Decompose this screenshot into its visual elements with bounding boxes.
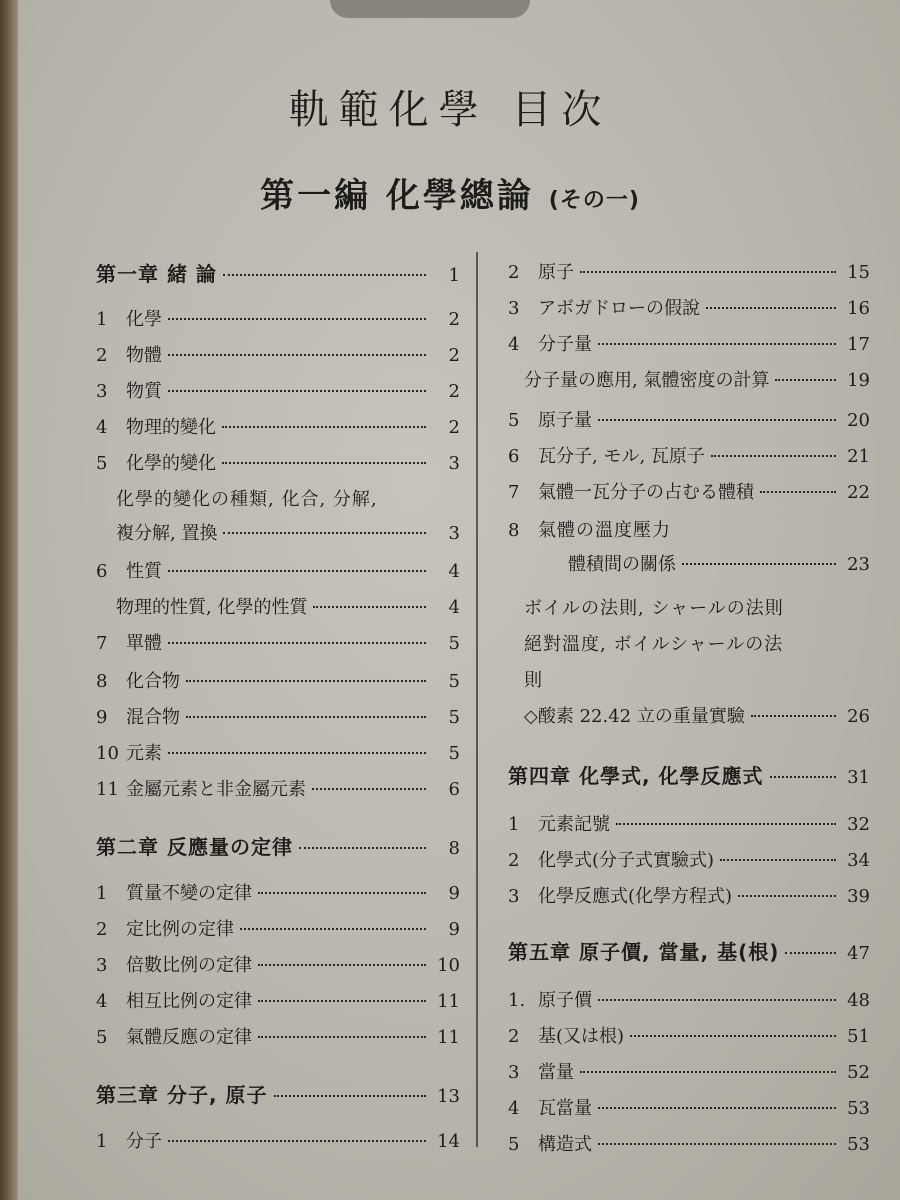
toc-entry-row — [96, 413, 460, 439]
toc-entry-text: 絕對溫度, ボイルシャールの法 — [524, 634, 784, 655]
toc-text-line — [524, 594, 886, 620]
toc-entry-number: 3 — [508, 886, 520, 907]
leader-dots — [258, 1036, 426, 1038]
toc-page-number: 26 — [847, 706, 870, 727]
toc-page-number: 15 — [847, 262, 870, 283]
toc-page-number: 31 — [847, 767, 870, 788]
page-title: 軌範化學 目次 — [288, 87, 612, 133]
toc-entry-text: 單體 — [126, 633, 162, 654]
toc-page-number: 3 — [448, 523, 460, 544]
toc-entry-number: 3 — [508, 1062, 520, 1083]
toc-page-number: 19 — [847, 370, 870, 391]
part-sub: (その一) — [548, 188, 640, 213]
toc-entry-row — [96, 341, 460, 367]
toc-entry-number: 6 — [508, 446, 520, 467]
leader-dots — [751, 715, 836, 717]
toc-page-number: 2 — [448, 309, 460, 330]
toc-entry-text: 物體 — [126, 345, 162, 366]
toc-entry-text: 瓦當量 — [538, 1098, 592, 1119]
toc-entry-text: 化學式(分子式實驗式) — [538, 850, 715, 871]
toc-entry-number: 3 — [508, 298, 520, 319]
toc-page-number: 4 — [448, 561, 460, 582]
toc-entry-row — [96, 557, 460, 583]
toc-entry-text: 基(又は根) — [538, 1026, 625, 1047]
toc-entry-row — [508, 1130, 870, 1156]
toc-entry-text: 氣體一瓦分子の占むる體積 — [538, 482, 754, 503]
toc-page-number: 11 — [437, 991, 460, 1012]
toc-page-number: 39 — [847, 886, 870, 907]
toc-entry-text: 氣體の溫度壓力 — [538, 520, 671, 541]
toc-entry-row — [96, 775, 460, 801]
toc-page-number: 16 — [847, 298, 870, 319]
leader-dots — [775, 379, 836, 381]
toc-page-number: 23 — [847, 554, 870, 575]
toc-entry-text: アボガドローの假說 — [538, 298, 700, 319]
toc-page-number: 11 — [437, 1027, 460, 1048]
toc-entry-number: 8 — [96, 671, 108, 692]
toc-chapter-title: 第一章 緒 論 — [96, 262, 217, 286]
toc-entry-row — [508, 478, 870, 504]
toc-chapter-title: 第三章 分子, 原子 — [96, 1083, 268, 1107]
leader-dots — [168, 318, 426, 320]
toc-entry-number: 3 — [96, 381, 108, 402]
toc-entry-row — [96, 305, 460, 331]
toc-chapter-title: 第二章 反應量の定律 — [96, 835, 293, 859]
toc-chapter-title: 第四章 化學式, 化學反應式 — [508, 764, 764, 788]
leader-dots — [240, 928, 426, 930]
toc-entry-row — [508, 846, 870, 872]
toc-entry-row — [508, 258, 870, 284]
toc-entry-text: 金屬元素と非金屬元素 — [126, 779, 306, 800]
leader-dots — [312, 788, 426, 790]
toc-entry-text: 化學反應式(化學方程式) — [538, 886, 733, 907]
toc-page-number: 5 — [448, 707, 460, 728]
toc-entry-number: 4 — [508, 334, 520, 355]
toc-entry-text: 分子 — [126, 1131, 162, 1152]
leader-dots — [598, 1143, 836, 1145]
toc-entry-row — [508, 1022, 870, 1048]
toc-entry-row — [96, 739, 460, 765]
toc-entry-text: 相互比例の定律 — [126, 991, 252, 1012]
toc-page-number: 2 — [448, 417, 460, 438]
leader-dots — [682, 563, 836, 565]
leader-dots — [274, 1095, 426, 1097]
toc-text-line — [524, 666, 886, 692]
toc-entry-number: 1. — [508, 990, 526, 1011]
toc-entry-text: ◇酸素 22.42 立の重量實驗 — [524, 706, 745, 727]
toc-page-number: 48 — [847, 990, 870, 1011]
toc-entry-row — [508, 550, 870, 576]
leader-dots — [598, 419, 836, 421]
leader-dots — [616, 823, 836, 825]
toc-page-number: 6 — [448, 779, 460, 800]
leader-dots — [222, 462, 426, 464]
leader-dots — [598, 343, 836, 345]
toc-entry-row — [508, 702, 870, 728]
leader-dots — [223, 274, 426, 276]
toc-entry-text: 原子 — [538, 262, 574, 283]
toc-entry-text: 質量不變の定律 — [126, 883, 252, 904]
toc-entry-text: 化合物 — [126, 671, 180, 692]
toc-entry-number: 10 — [96, 743, 119, 764]
toc-page-number: 5 — [448, 671, 460, 692]
toc-entry-text: 則 — [524, 670, 543, 691]
toc-entry-text: 分子量 — [538, 334, 592, 355]
toc-entry-number: 4 — [96, 417, 108, 438]
toc-entry-text: 化學的變化 — [126, 453, 216, 474]
leader-dots — [598, 999, 836, 1001]
toc-entry-number: 4 — [508, 1098, 520, 1119]
toc-entry-text: 瓦分子, モル, 瓦原子 — [538, 446, 705, 467]
toc-entry-row — [508, 366, 870, 392]
leader-dots — [580, 1071, 836, 1073]
toc-page-number: 52 — [847, 1062, 870, 1083]
toc-entry-number: 5 — [508, 410, 520, 431]
part-label: 第一編 化學總論 — [260, 176, 534, 216]
leader-dots — [168, 642, 426, 644]
toc-entry-number: 8 — [508, 520, 521, 541]
toc-page-number: 53 — [847, 1098, 870, 1119]
toc-entry-number: 1 — [96, 309, 108, 330]
leader-dots — [598, 1107, 836, 1109]
toc-entry-number: 2 — [508, 850, 520, 871]
toc-entry-row — [96, 667, 460, 693]
toc-entry-text: 原子量 — [538, 410, 592, 431]
toc-entry-row — [96, 879, 460, 905]
leader-dots — [168, 354, 426, 356]
toc-page-number: 53 — [847, 1134, 870, 1155]
toc-entry-row — [96, 703, 460, 729]
toc-entry-text: 性質 — [126, 561, 162, 582]
leader-dots — [711, 455, 836, 457]
toc-entry-number: 2 — [96, 345, 108, 366]
toc-page-number: 32 — [847, 814, 870, 835]
toc-chapter-title: 第五章 原子價, 當量, 基(根) — [508, 940, 780, 964]
toc-text-line — [508, 516, 870, 542]
toc-page-number: 5 — [448, 633, 460, 654]
toc-entry-number: 1 — [96, 883, 108, 904]
leader-dots — [168, 390, 426, 392]
toc-chapter-row — [508, 936, 870, 965]
leader-dots — [168, 570, 426, 572]
toc-entry-row — [508, 986, 870, 1012]
toc-chapter-row — [96, 1079, 460, 1108]
leader-dots — [313, 606, 426, 608]
toc-page-number: 22 — [847, 482, 870, 503]
toc-entry-row — [96, 593, 460, 619]
leader-dots — [760, 491, 836, 493]
toc-entry-text: 倍數比例の定律 — [126, 955, 252, 976]
toc-entry-text: 體積間の關係 — [568, 554, 676, 575]
part-heading — [0, 168, 900, 217]
toc-text-line — [524, 630, 886, 656]
toc-entry-row — [508, 294, 870, 320]
toc-entry-number: 2 — [508, 262, 520, 283]
toc-entry-row — [508, 330, 870, 356]
toc-entry-text: 元素記號 — [538, 814, 610, 835]
leader-dots — [770, 776, 836, 778]
toc-entry-row — [508, 1058, 870, 1084]
toc-entry-row — [96, 1023, 460, 1049]
toc-entry-row — [508, 882, 870, 908]
toc-entry-number: 1 — [96, 1131, 108, 1152]
toc-page-number: 9 — [448, 883, 460, 904]
toc-entry-row — [96, 449, 460, 475]
toc-page-number: 9 — [448, 919, 460, 940]
toc-page-number: 51 — [847, 1026, 870, 1047]
toc-entry-text: 物理的性質, 化學的性質 — [116, 597, 308, 618]
toc-entry-number: 2 — [508, 1026, 520, 1047]
toc-page-number: 13 — [437, 1086, 460, 1107]
toc-page-number: 4 — [448, 597, 460, 618]
toc-page-number: 8 — [448, 838, 460, 859]
leader-dots — [706, 307, 836, 309]
toc-chapter-row — [96, 831, 460, 860]
toc-entry-text: ボイルの法則, シャールの法則 — [524, 598, 784, 619]
toc-entry-text: 定比例の定律 — [126, 919, 234, 940]
leader-dots — [738, 895, 836, 897]
leader-dots — [258, 1000, 426, 1002]
toc-entry-row — [508, 406, 870, 432]
toc-entry-row — [96, 1127, 460, 1153]
column-divider — [476, 252, 478, 1147]
toc-entry-number: 7 — [508, 482, 520, 503]
toc-page-number: 3 — [448, 453, 460, 474]
toc-entry-number: 5 — [96, 453, 108, 474]
toc-page-number: 10 — [437, 955, 460, 976]
toc-entry-text: 分子量の應用, 氣體密度の計算 — [524, 370, 770, 391]
toc-page-number: 5 — [448, 743, 460, 764]
toc-entry-text: 化學 — [126, 309, 162, 330]
leader-dots — [580, 271, 836, 273]
toc-entry-row — [508, 810, 870, 836]
toc-page-number: 14 — [437, 1131, 460, 1152]
leader-dots — [258, 892, 426, 894]
toc-page-number: 34 — [847, 850, 870, 871]
toc-entry-number: 1 — [508, 814, 520, 835]
toc-entry-text: 物理的變化 — [126, 417, 216, 438]
leader-dots — [630, 1035, 836, 1037]
toc-page-number: 47 — [847, 943, 870, 964]
toc-chapter-row — [96, 258, 460, 287]
toc-entry-row — [96, 915, 460, 941]
toc-entry-text: 當量 — [538, 1062, 574, 1083]
toc-entry-text: 原子價 — [538, 990, 592, 1011]
toc-entry-row — [508, 442, 870, 468]
leader-dots — [785, 952, 836, 954]
toc-page-number: 20 — [847, 410, 870, 431]
top-shadow — [330, 0, 530, 18]
toc-page-number: 1 — [448, 265, 460, 286]
toc-page-number: 2 — [448, 345, 460, 366]
leader-dots — [299, 847, 426, 849]
toc-entry-text: 物質 — [126, 381, 162, 402]
toc-text-line — [116, 485, 480, 511]
toc-entry-number: 5 — [96, 1027, 108, 1048]
toc-entry-text: 複分解, 置換 — [116, 523, 218, 544]
toc-entry-number: 4 — [96, 991, 108, 1012]
toc-page-number: 2 — [448, 381, 460, 402]
toc-entry-row — [508, 1094, 870, 1120]
toc-entry-text: 化學的變化の種類, 化合, 分解, — [116, 489, 378, 510]
toc-entry-number: 2 — [96, 919, 108, 940]
toc-entry-text: 氣體反應の定律 — [126, 1027, 252, 1048]
toc-entry-text: 元素 — [126, 743, 162, 764]
toc-entry-row — [96, 629, 460, 655]
leader-dots — [258, 964, 426, 966]
toc-entry-text: 混合物 — [126, 707, 180, 728]
leader-dots — [222, 426, 426, 428]
toc-entry-number: 5 — [508, 1134, 520, 1155]
toc-entry-number: 9 — [96, 707, 108, 728]
toc-chapter-row — [508, 760, 870, 789]
toc-entry-row — [96, 519, 460, 545]
toc-entry-row — [96, 377, 460, 403]
toc-entry-row — [96, 987, 460, 1013]
leader-dots — [168, 752, 426, 754]
leader-dots — [168, 1140, 426, 1142]
toc-page-number: 17 — [847, 334, 870, 355]
leader-dots — [720, 859, 836, 861]
toc-entry-row — [96, 951, 460, 977]
toc-entry-number: 3 — [96, 955, 108, 976]
toc-entry-text: 構造式 — [538, 1134, 592, 1155]
toc-entry-number: 6 — [96, 561, 108, 582]
toc-page-number: 21 — [847, 446, 870, 467]
leader-dots — [223, 532, 426, 534]
toc-entry-number: 7 — [96, 633, 108, 654]
leader-dots — [186, 680, 426, 682]
toc-entry-number: 11 — [96, 779, 119, 800]
leader-dots — [186, 716, 426, 718]
